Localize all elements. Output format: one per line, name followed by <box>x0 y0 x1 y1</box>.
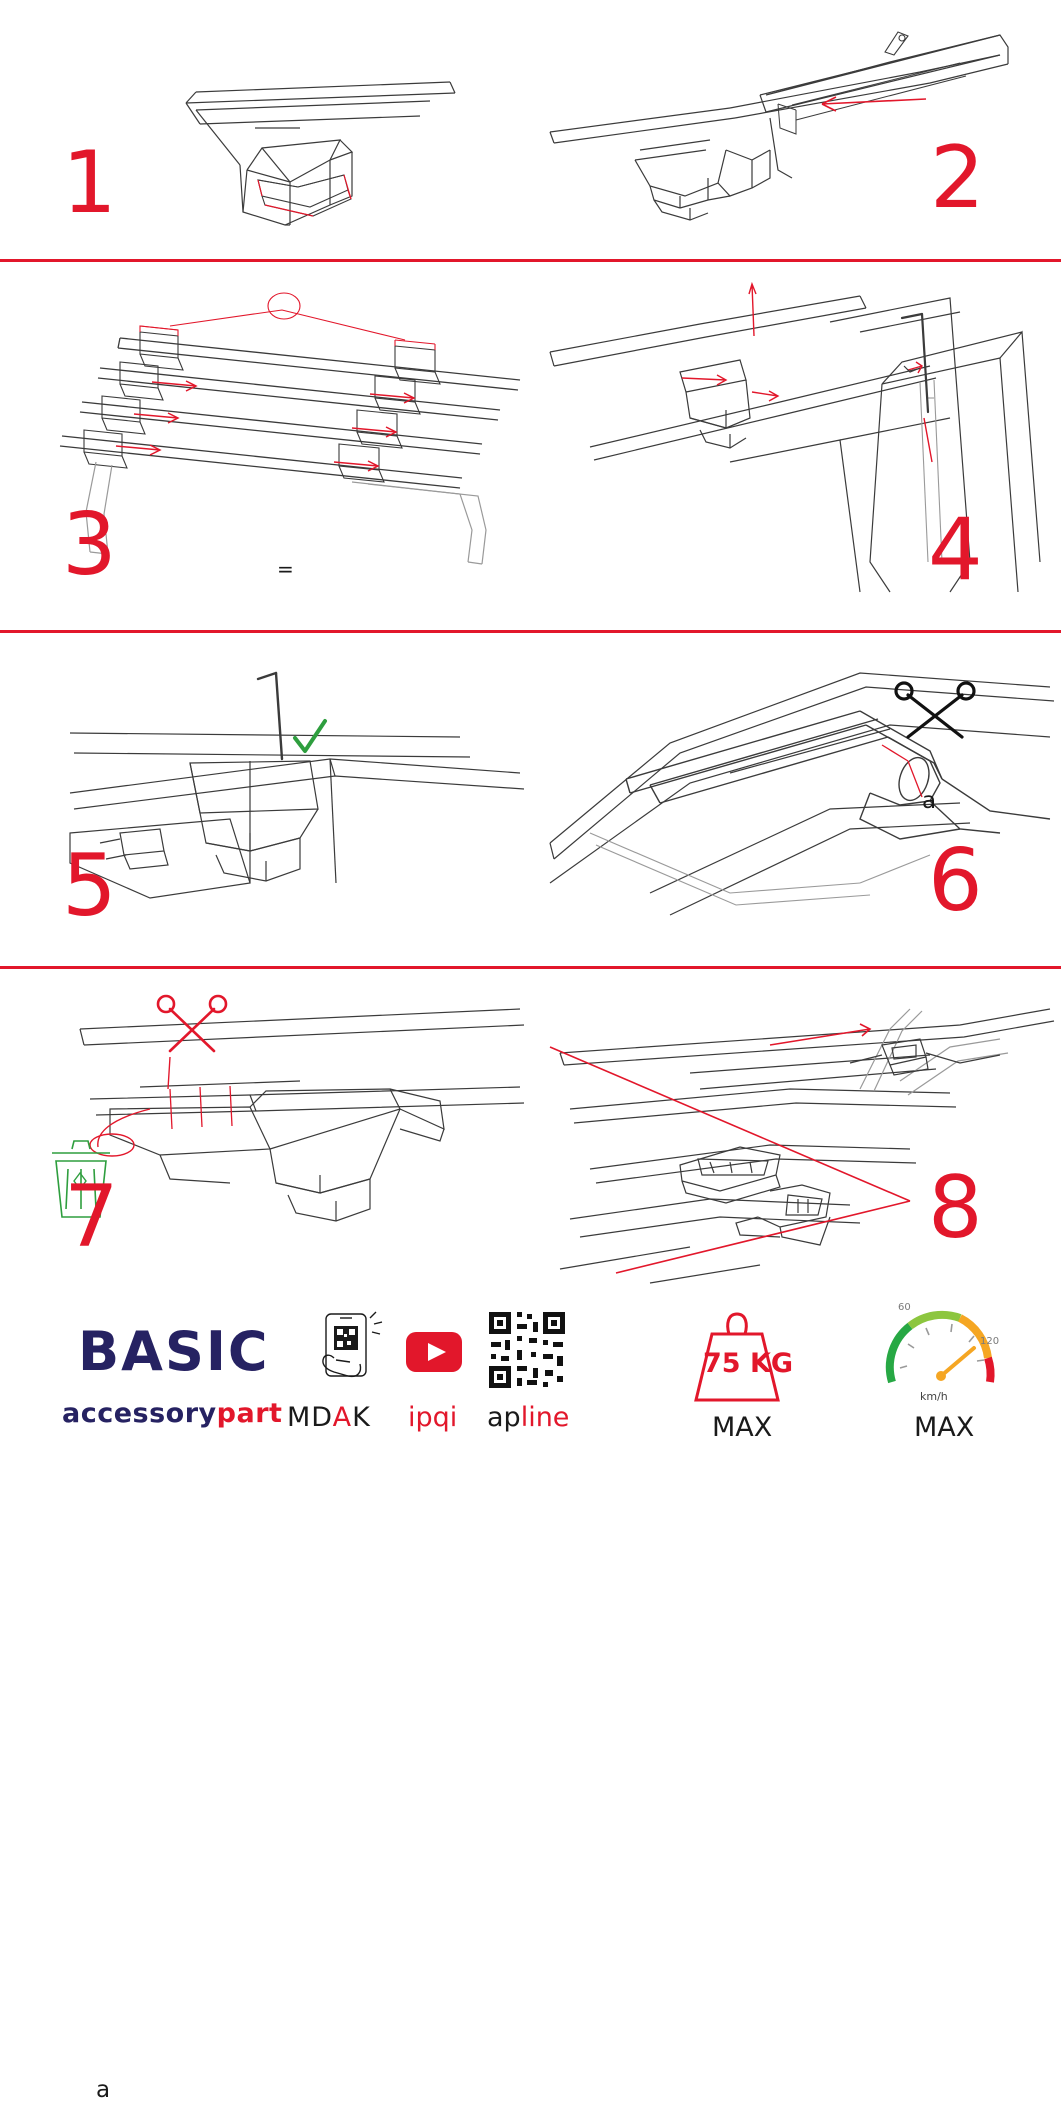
step-number-7: 7 <box>64 1167 119 1267</box>
step-panel-1 <box>0 0 530 259</box>
brand-subtitle-right: part <box>216 1398 283 1429</box>
partner-ipqi: ipqi <box>408 1402 458 1433</box>
step-number-6: 6 <box>928 831 983 931</box>
step-panel-6 <box>530 633 1061 966</box>
brand-subtitle-left: accessory <box>62 1398 217 1429</box>
gauge-unit: km/h <box>920 1390 948 1403</box>
qr-code <box>487 1310 567 1390</box>
brand-title: BASIC <box>78 1320 270 1383</box>
part-label-a-step6: a <box>922 788 937 814</box>
brand-subtitle <box>62 1398 282 1429</box>
step-panel-5 <box>0 633 530 966</box>
max-load-value: 75 KG <box>703 1348 794 1379</box>
max-load-label: MAX <box>712 1412 773 1443</box>
step-number-3: 3 <box>62 495 117 595</box>
part-label-a-step7: a <box>96 2077 111 2103</box>
step-number-2: 2 <box>930 128 985 228</box>
partner-mdak-mid: A <box>332 1402 353 1433</box>
partner-apline-left: ap <box>487 1402 521 1433</box>
step-panel-2 <box>530 0 1061 259</box>
partner-mdak-right: K <box>352 1402 371 1433</box>
gauge-tick-low: 60 <box>898 1302 911 1313</box>
scan-with-phone-icon <box>314 1310 390 1390</box>
equal-symbol: = <box>277 557 294 581</box>
partner-apline <box>487 1402 569 1433</box>
step-panel-8 <box>530 969 1061 1290</box>
step-number-1: 1 <box>62 133 117 233</box>
step-number-8: 8 <box>928 1158 983 1258</box>
step-number-4: 4 <box>928 500 983 600</box>
partner-mdak-left: MD <box>287 1402 333 1433</box>
partner-apline-right: line <box>520 1402 570 1433</box>
footer-branding-bar <box>0 1290 1061 1500</box>
step-number-5: 5 <box>62 836 117 936</box>
gauge-tick-high: 120 <box>980 1336 1000 1347</box>
youtube-icon[interactable] <box>406 1332 462 1372</box>
partner-mdak <box>287 1402 371 1433</box>
step-panel-4 <box>530 262 1061 630</box>
max-speed-label: MAX <box>914 1412 975 1443</box>
step-panel-3 <box>0 262 530 630</box>
